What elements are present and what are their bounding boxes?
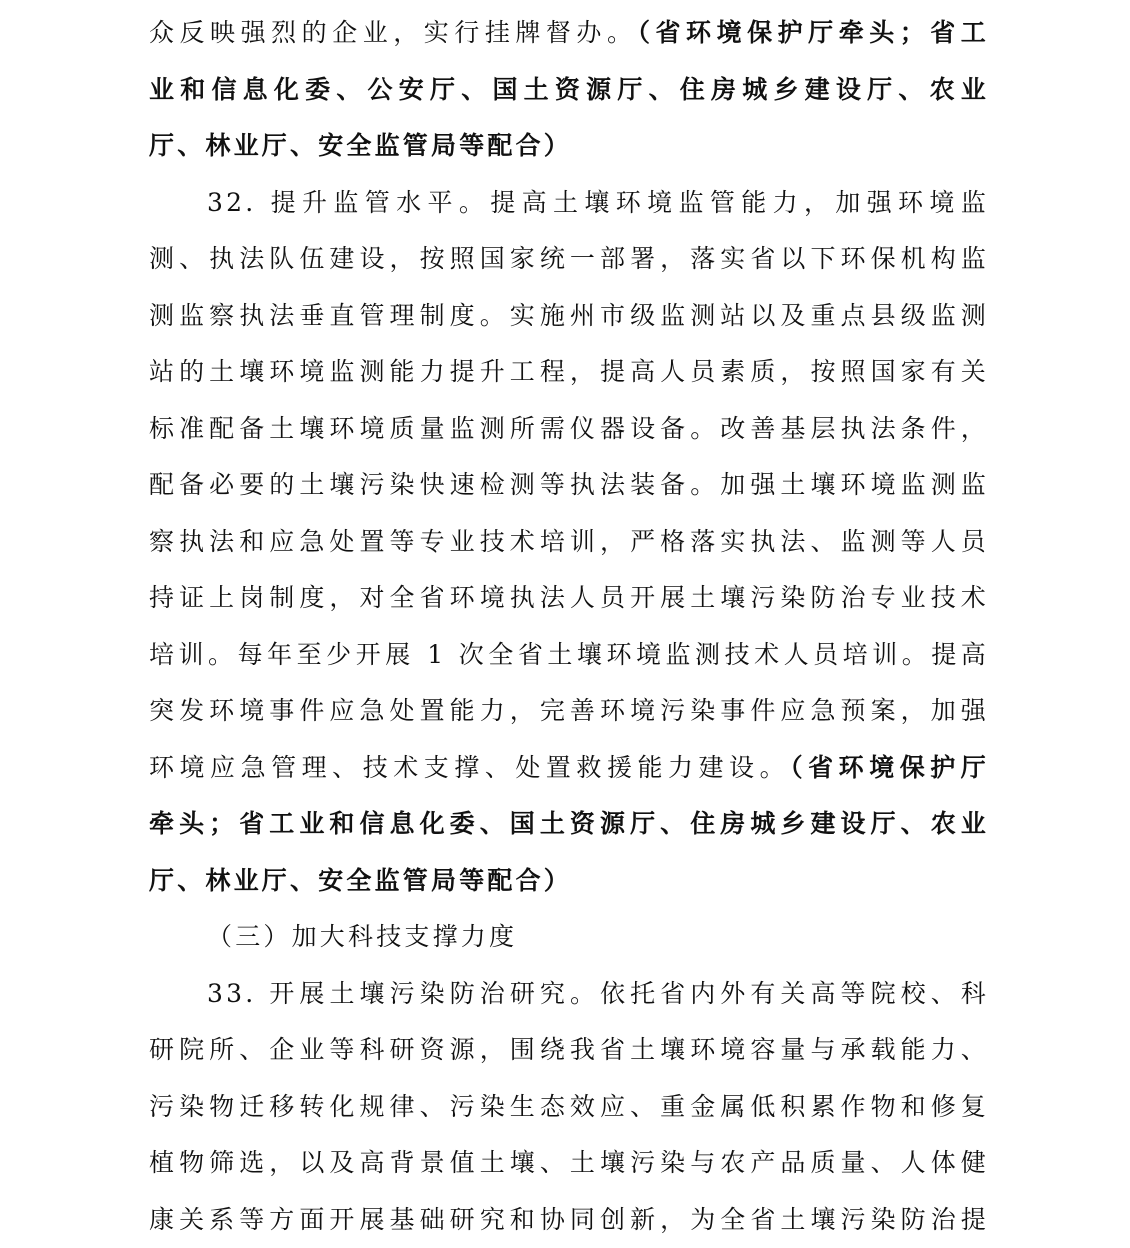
body-text: 配备必要的土壤污染快速检测等执法装备。加强土壤环境监测监: [149, 470, 989, 499]
body-text: 研院所、企业等科研资源，围绕我省土壤环境容量与承载能力、: [149, 1035, 989, 1064]
text-line: [149, 514, 989, 571]
body-text: 持证上岗制度，对全省环境执法人员开展土壤污染防治专业技术: [149, 583, 989, 612]
body-text: （三）加大科技支撑力度: [207, 922, 517, 951]
body-text: 32. 提升监管水平。提高土壤环境监管能力，加强环境监: [207, 188, 989, 217]
responsibility-note: （省环境保护厅: [790, 753, 989, 782]
responsibility-note: 厅、林业厅、安全监管局等配合）: [149, 131, 572, 160]
responsibility-note: （省环境保护厅牵头；省工: [637, 18, 989, 47]
body-text: 察执法和应急处置等专业技术培训，严格落实执法、监测等人员: [149, 527, 989, 556]
text-line: [149, 5, 989, 62]
text-line: [149, 118, 989, 175]
responsibility-note: 业和信息化委、公安厅、国土资源厅、住房城乡建设厅、农业: [149, 75, 989, 104]
text-line: [149, 401, 989, 458]
text-line: [149, 1135, 989, 1192]
text-line: [149, 1192, 989, 1248]
body-text: 突发环境事件应急处置能力，完善环境污染事件应急预案，加强: [149, 696, 989, 725]
text-line: [149, 231, 989, 288]
body-text: 培训。每年至少开展 1 次全省土壤环境监测技术人员培训。提高: [149, 640, 989, 669]
text-line: [149, 1079, 989, 1136]
body-text: 污染物迁移转化规律、污染生态效应、重金属低积累作物和修复: [149, 1092, 989, 1121]
text-line: [149, 175, 989, 232]
body-text: 标准配备土壤环境质量监测所需仪器设备。改善基层执法条件，: [149, 414, 989, 443]
responsibility-note: 牵头；省工业和信息化委、国土资源厅、住房城乡建设厅、农业: [149, 809, 989, 838]
body-text: 植物筛选，以及高背景值土壤、土壤污染与农产品质量、人体健: [149, 1148, 989, 1177]
responsibility-note: 厅、林业厅、安全监管局等配合）: [149, 866, 572, 895]
text-line: [149, 344, 989, 401]
text-line: [149, 570, 989, 627]
body-text: 33. 开展土壤污染防治研究。依托省内外有关高等院校、科: [207, 979, 989, 1008]
text-line: [149, 1022, 989, 1079]
body-text: 测、执法队伍建设，按照国家统一部署，落实省以下环保机构监: [149, 244, 989, 273]
section-heading: [149, 909, 989, 966]
text-line: [149, 288, 989, 345]
text-line: [149, 853, 989, 910]
body-text: 站的土壤环境监测能力提升工程，提高人员素质，按照国家有关: [149, 357, 989, 386]
body-text: 众反映强烈的企业，实行挂牌督办。: [149, 18, 637, 47]
document-page: [149, 5, 989, 1248]
text-line: [149, 457, 989, 514]
body-text: 测监察执法垂直管理制度。实施州市级监测站以及重点县级监测: [149, 301, 989, 330]
body-text: 康关系等方面开展基础研究和协同创新，为全省土壤污染防治提: [149, 1205, 989, 1234]
text-line: [149, 966, 989, 1023]
text-line: [149, 796, 989, 853]
text-line: [149, 740, 989, 797]
text-line: [149, 62, 989, 119]
text-line: [149, 627, 989, 684]
body-text: 环境应急管理、技术支撑、处置救援能力建设。: [149, 753, 790, 782]
text-line: [149, 683, 989, 740]
